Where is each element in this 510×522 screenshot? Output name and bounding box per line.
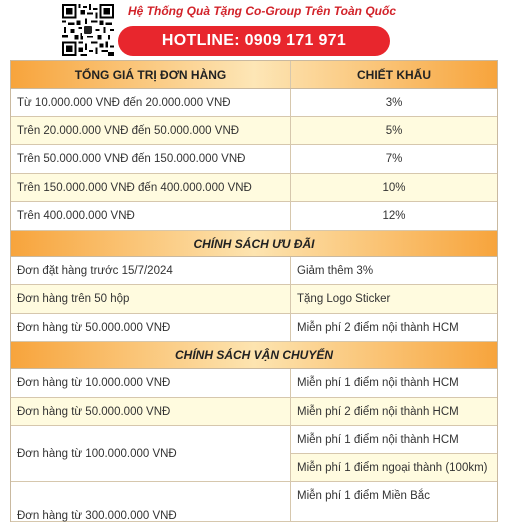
discount-value: 7% xyxy=(385,153,403,165)
table-row xyxy=(11,89,497,117)
discount-value: 5% xyxy=(385,124,403,137)
table-row xyxy=(11,257,497,285)
shipping-benefit: Miễn phí 1 điểm ngoại thành (100km) xyxy=(291,453,497,481)
column-header-order-total: TỔNG GIÁ TRỊ ĐƠN HÀNG xyxy=(11,61,291,88)
table-row xyxy=(11,202,497,231)
table-row xyxy=(11,314,497,342)
shipping-condition: Đơn hàng từ 50.000.000 VNĐ xyxy=(11,398,291,425)
order-range: Trên 400.000.000 VNĐ xyxy=(11,202,291,230)
hotline-banner[interactable]: HOTLINE: 0909 171 971 xyxy=(118,26,390,56)
promo-condition: Đơn đặt hàng trước 15/7/2024 xyxy=(11,257,291,284)
table-row xyxy=(11,398,497,426)
table-row xyxy=(11,426,497,482)
promo-section-header xyxy=(11,231,497,257)
promo-condition: Đơn hàng từ 50.000.000 VNĐ xyxy=(11,314,291,341)
qr-code xyxy=(62,4,114,56)
shipping-benefit: Miễn phí 1 điểm nội thành HCM xyxy=(297,433,459,446)
qr-code-icon xyxy=(62,4,114,56)
table-row xyxy=(11,174,497,202)
tagline: Hệ Thống Quà Tặng Co-Group Trên Toàn Quốc xyxy=(128,4,396,18)
shipping-condition: Đơn hàng từ 10.000.000 VNĐ xyxy=(11,369,291,397)
shipping-condition: Đơn hàng từ 100.000.000 VNĐ xyxy=(11,426,291,481)
table-row xyxy=(11,285,497,314)
promo-condition: Đơn hàng trên 50 hộp xyxy=(11,285,291,313)
discount-value: 10% xyxy=(382,181,406,194)
shipping-condition: Đơn hàng từ 300.000.000 VNĐ xyxy=(11,482,291,522)
promo-section-title: CHÍNH SÁCH ƯU ĐÃI xyxy=(193,236,315,251)
table-row xyxy=(11,117,497,145)
shipping-benefit: Miễn phí 1 điểm nội thành HCM xyxy=(297,377,459,389)
order-range: Trên 20.000.000 VNĐ đến 50.000.000 VNĐ xyxy=(11,117,291,144)
table-row xyxy=(11,145,497,174)
page-header xyxy=(0,0,510,62)
order-range: Trên 150.000.000 VNĐ đến 400.000.000 VNĐ xyxy=(11,174,291,201)
policy-table xyxy=(10,60,498,522)
promo-benefit: Giảm thêm 3% xyxy=(297,264,374,277)
shipping-section-header xyxy=(11,342,497,369)
shipping-benefit: Miễn phí 1 điểm Miền Bắc xyxy=(297,490,430,502)
discount-value: 3% xyxy=(385,96,403,109)
table-row xyxy=(11,482,497,522)
promo-benefit: Miễn phí 2 điểm nội thành HCM xyxy=(297,321,459,334)
table-row xyxy=(11,369,497,398)
order-range: Trên 50.000.000 VNĐ đến 150.000.000 VNĐ xyxy=(11,145,291,173)
shipping-benefit-list xyxy=(291,426,497,481)
discount-table-header xyxy=(11,60,497,89)
column-header-discount: CHIẾT KHẤU xyxy=(357,67,431,82)
promo-benefit: Tặng Logo Sticker xyxy=(297,293,391,305)
shipping-section-title: CHÍNH SÁCH VẬN CHUYỂN xyxy=(174,348,333,362)
order-range: Từ 10.000.000 VNĐ đến 20.000.000 VNĐ xyxy=(11,89,291,116)
discount-value: 12% xyxy=(382,210,406,222)
shipping-benefit: Miễn phí 2 điểm nội thành HCM xyxy=(297,405,459,418)
